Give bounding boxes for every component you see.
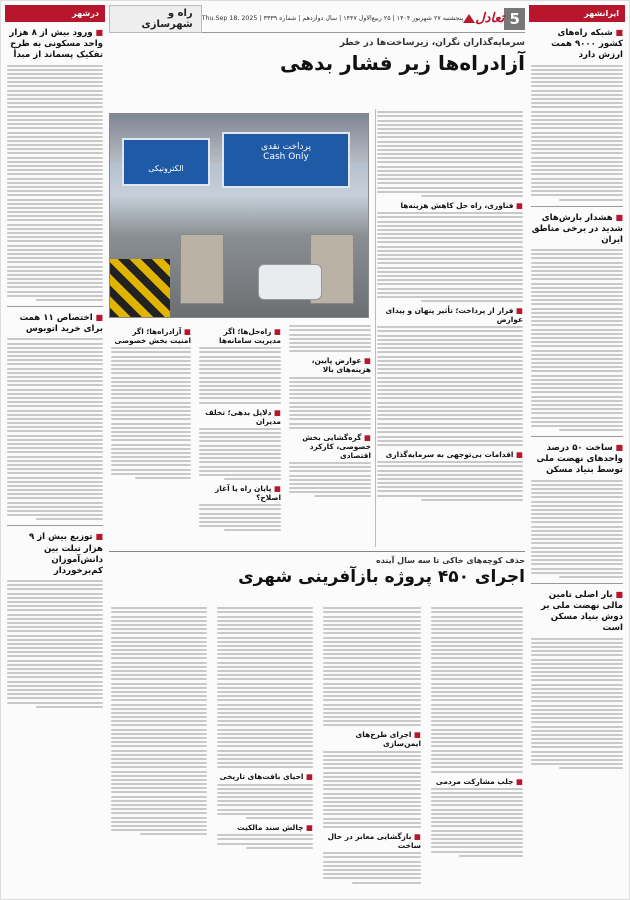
right-story-4-body: [531, 638, 623, 770]
right-story-1-body: [531, 65, 623, 201]
second-story-kicker: حذف کوچه‌های خاکی تا سه سال آینده: [376, 556, 525, 565]
second-story-col2: [321, 605, 423, 886]
divider: [7, 525, 103, 526]
second-story-title[interactable]: [109, 556, 525, 587]
left-story-2-headline[interactable]: ■ اختصاص ۱۱ همت برای خرید اتوبوس: [19, 313, 103, 335]
left-story-3-headline[interactable]: ■ توزیع بیش از ۹ هزار تبلت بین دانش‌آموزان کم‌برخوردار: [28, 532, 103, 576]
second-subhead-3: ■ بازگشایی معابر در حال ساخت: [327, 832, 421, 850]
electronic-toll-sign: الکترونیکی: [122, 138, 210, 186]
right-story-3-headline[interactable]: ■ ساخت ۵۰ درصد واحدهای نهضت ملی توسط بنیاد مسکن: [536, 443, 623, 476]
issue-date: پنجشنبه ۲۷ شهریور ۱۴۰۴ | ۲۵ ربیع‌الاول ۱۴۴۷ | سال دوازدهم | شماره ۳۳۳۹ | Thu.Sep 18, 2025: [201, 15, 464, 22]
center-area: [109, 5, 525, 895]
right-story-4-headline[interactable]: ■ بار اصلی تامین مالی نهضت ملی بر دوش بنیاد مسکن است: [540, 589, 623, 634]
second-story-col1: [429, 605, 525, 859]
car-icon: [258, 264, 322, 300]
section-title: راه و شهرسازی: [109, 5, 202, 33]
second-subhead-2: ■ اجرای طرح‌های ایمن‌سازی: [355, 730, 421, 749]
main-subhead-1: ■ فناوری، راه حل کاهش هزینه‌ها: [400, 200, 523, 210]
main-subhead-3: ■ آزادراه‌ها؛ اگر امنیت بخش خصوصی: [114, 327, 191, 345]
toll-plaza-photo: [109, 113, 369, 318]
main-subhead-7: ■ عوارض پایین، هزینه‌های بالا: [311, 356, 371, 375]
right-story-1-headline[interactable]: ■ شبکه راه‌های کشور ۹۰۰۰ همت ارزش دارد: [551, 28, 623, 61]
main-subhead-8: ■ گره‌گشایی بخش خصوصی، کارکرد اقتصادی: [302, 432, 371, 460]
masthead: [109, 5, 525, 33]
divider: [531, 583, 623, 584]
left-column: [5, 5, 105, 895]
main-story-body-col3: [287, 323, 373, 500]
page-number: 5: [504, 8, 525, 30]
divider: [531, 206, 623, 207]
left-story-2-body: [7, 338, 103, 520]
left-column-tag: درشهر: [5, 5, 105, 22]
main-story-body-col1: [109, 323, 193, 481]
right-story-3-body: [531, 480, 623, 578]
second-story-headline: اجرای ۴۵۰ پروژه بازآفرینی شهری: [238, 567, 525, 587]
main-subhead-4: ■ راه‌حل‌ها؛ اگر مدیریت سامانه‌ها: [219, 327, 281, 345]
second-subhead-1: ■ جلب مشارکت مردمی: [435, 776, 523, 786]
divider: [7, 306, 103, 307]
main-subhead-9: ■ اقدامات بی‌توجهی به سرمایه‌گذاری: [385, 449, 523, 459]
cash-only-sign: پرداخت نقدی Cash Only: [222, 132, 350, 188]
main-story-body-col2: [197, 323, 283, 534]
right-story-2-body: [531, 249, 623, 431]
triangle-icon: [463, 14, 475, 23]
right-column: [529, 5, 625, 895]
main-subhead-6: ■ پایان راه یا آغاز اصلاح؟: [214, 484, 281, 503]
main-story-headline[interactable]: آزادراه‌ها زیر فشار بدهی: [279, 51, 525, 75]
second-subhead-4: ■ احیای بافت‌های تاریخی: [219, 772, 313, 782]
main-story-kicker: سرمایه‌گذاران نگران، زیرساخت‌ها در خطر: [339, 38, 525, 48]
left-story-1-body: [7, 65, 103, 302]
left-story-3-body: [7, 580, 103, 708]
main-subhead-2: ■ فرار از پرداخت؛ تأثیر پنهان و پیدای عوارض: [385, 306, 523, 325]
second-subhead-5: ■ چالش سند مالکیت: [237, 823, 313, 832]
right-column-tag: ایرانشهر: [529, 5, 625, 22]
main-subhead-5: ■ دلایل بدهی؛ تخلف مدیران: [205, 407, 281, 426]
second-story-col3: [215, 605, 315, 851]
left-story-1-headline[interactable]: ■ ورود بیش از ۸ هزار واحد مسکونی به طرح تفکیک پسماند از مبدأ: [9, 28, 103, 61]
newspaper-logo: تعادل: [475, 11, 505, 26]
divider: [531, 436, 623, 437]
second-story-col4: [109, 605, 209, 838]
right-story-2-headline[interactable]: ■ هشدار بارش‌های شدید در برخی مناطق ایران: [531, 212, 623, 245]
main-story-body-col4: [375, 323, 525, 503]
